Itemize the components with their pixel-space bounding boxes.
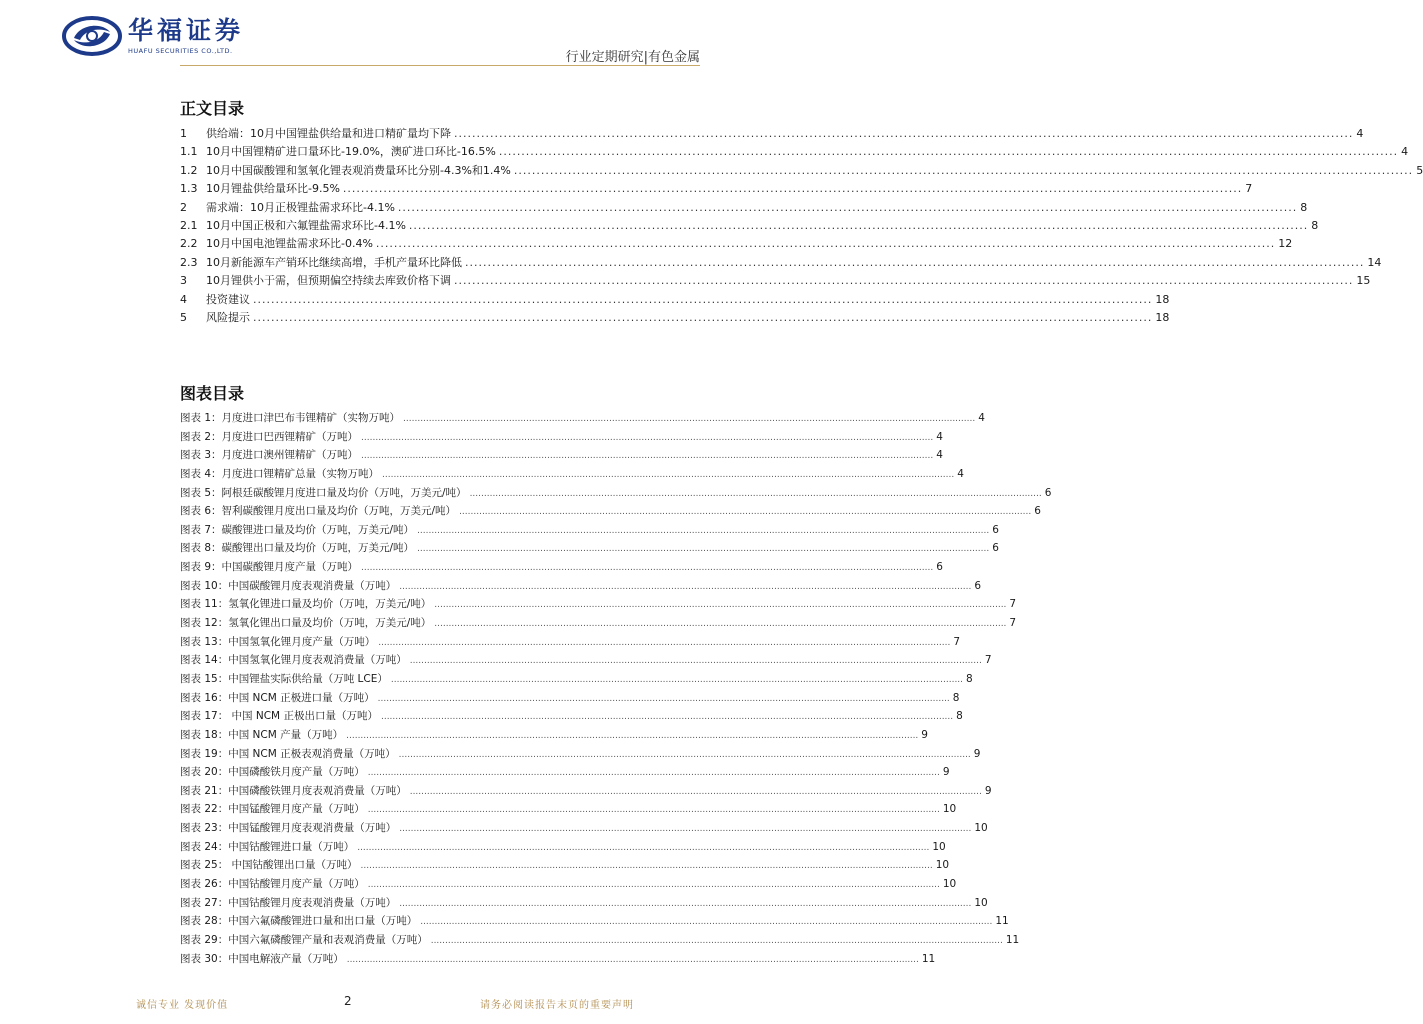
- figure-entry[interactable]: [180, 820, 988, 839]
- figure-leader-dots: ........................................................................................................................................................................................................: [357, 842, 930, 853]
- toc-entry-number: 5: [180, 310, 187, 324]
- logo-chinese-name: 华福证券: [128, 16, 245, 45]
- figure-entry[interactable]: [180, 540, 999, 559]
- toc-leader-dots: ........................................................................................................................................................................................................: [454, 274, 1354, 288]
- toc-entry[interactable]: [180, 254, 1382, 272]
- toc-entry-page: 4: [1401, 145, 1409, 159]
- table-of-contents: [180, 125, 1423, 327]
- figure-entry[interactable]: [180, 466, 964, 485]
- toc-entry-title: 10月中国碳酸锂和氢氧化锂表观消费量环比分别-4.3%和1.4%: [206, 163, 511, 177]
- figure-entry[interactable]: [180, 839, 946, 858]
- toc-entry-number: 2.3: [180, 255, 198, 269]
- toc-leader-dots: ........................................................................................................................................................................................................: [498, 145, 1399, 159]
- figure-entry-page: 9: [942, 766, 950, 779]
- toc-entry-page: 8: [1300, 200, 1308, 214]
- figure-entry[interactable]: [180, 578, 982, 597]
- figure-entry-page: 10: [974, 822, 988, 835]
- figure-leader-dots: ........................................................................................................................................................................................................: [398, 749, 971, 760]
- figure-entry-title: 图表 23：中国锰酸锂月度表观消费量（万吨）: [180, 822, 397, 835]
- figure-entry-title: 图表 29：中国六氟磷酸锂产量和表观消费量（万吨）: [180, 933, 428, 946]
- toc-entry-page: 18: [1155, 310, 1170, 324]
- toc-entry-page: 4: [1356, 127, 1364, 140]
- figure-entry-title: 图表 24：中国钴酸锂进口量（万吨）: [180, 840, 355, 853]
- figure-entry[interactable]: [180, 876, 957, 895]
- toc-entry-title: 10月中国正极和六氟锂盐需求环比-4.1%: [206, 218, 406, 232]
- figure-entry-title: 图表 13：中国氢氧化锂月度产量（万吨）: [180, 635, 376, 648]
- figure-leader-dots: ........................................................................................................................................................................................................: [361, 451, 934, 462]
- toc-leader-dots: ........................................................................................................................................................................................................: [342, 182, 1243, 196]
- figure-entry[interactable]: [180, 690, 960, 709]
- toc-entry[interactable]: [180, 125, 1364, 143]
- toc-leader-dots: ........................................................................................................................................................................................................: [408, 218, 1309, 232]
- figure-leader-dots: ........................................................................................................................................................................................................: [403, 414, 976, 424]
- figure-leader-dots: ........................................................................................................................................................................................................: [434, 619, 1007, 630]
- figure-entry-page: 10: [942, 803, 957, 816]
- figure-entry-title: 图表 26：中国钴酸锂月度产量（万吨）: [180, 878, 365, 891]
- figure-entry-page: 6: [992, 523, 999, 536]
- figure-entry-page: 8: [956, 710, 963, 723]
- footer-disclaimer: 请务必阅读报告末页的重要声明: [480, 1000, 634, 1011]
- toc-entry-title: 10月新能源车产销环比继续高增，手机产量环比降低: [206, 255, 462, 269]
- figure-entry-title: 图表 15：中国锂盐实际供给量（万吨 LCE）: [180, 672, 388, 685]
- figure-leader-dots: ........................................................................................................................................................................................................: [377, 693, 950, 704]
- figure-entry-title: 图表 14：中国氢氧化锂月度表观消费量（万吨）: [180, 654, 407, 667]
- figure-entry-title: 图表 6：智利碳酸锂月度出口量及均价（万吨，万美元/吨）: [180, 505, 457, 518]
- figure-entry[interactable]: [180, 447, 943, 466]
- figure-entry[interactable]: [180, 708, 963, 727]
- header-divider: [180, 65, 700, 66]
- figure-entry-page: 6: [1034, 505, 1041, 518]
- figure-leader-dots: ........................................................................................................................................................................................................: [430, 935, 1003, 946]
- toc-entry[interactable]: [180, 235, 1293, 253]
- toc-entry-title: 10月锂盐供给量环比-9.5%: [206, 182, 340, 196]
- figure-leader-dots: ........................................................................................................................................................................................................: [361, 432, 934, 443]
- toc-leader-dots: ........................................................................................................................................................................................................: [513, 163, 1414, 177]
- figure-entry-title: 图表 7：碳酸锂进口量及均价（万吨，万美元/吨）: [180, 523, 415, 536]
- figure-entry-page: 6: [974, 579, 982, 592]
- figure-entry-page: 10: [932, 840, 946, 853]
- figure-entry-page: 9: [984, 784, 992, 797]
- toc-entry-title: 投资建议: [206, 292, 250, 306]
- figure-leader-dots: ........................................................................................................................................................................................................: [346, 730, 919, 741]
- toc-entry[interactable]: [180, 309, 1170, 327]
- toc-entry-title: 10月中国锂精矿进口量环比-19.0%，澳矿进口环比-16.5%: [206, 145, 496, 159]
- figure-entry-title: 图表 5：阿根廷碳酸锂月度进口量及均价（万吨，万美元/吨）: [180, 486, 467, 499]
- figure-entry[interactable]: [180, 671, 973, 690]
- page-header: [0, 0, 724, 70]
- figure-entry-page: 10: [942, 878, 957, 891]
- figure-entry-page: 10: [974, 896, 988, 909]
- toc-leader-dots: ........................................................................................................................................................................................................: [397, 200, 1298, 214]
- figure-entry[interactable]: [180, 634, 961, 653]
- toc-leader-dots: ........................................................................................................................................................................................................: [253, 292, 1153, 306]
- brand-logo: [62, 14, 244, 58]
- figure-entry-title: 图表 19：中国 NCM 正极表观消费量（万吨）: [180, 747, 396, 760]
- toc-entry-number: 1.2: [180, 163, 198, 177]
- figure-entry-page: 4: [957, 467, 964, 480]
- figure-entry-page: 7: [1009, 617, 1017, 630]
- figure-entry-title: 图表 8：碳酸锂出口量及均价（万吨，万美元/吨）: [180, 542, 415, 555]
- figure-leader-dots: ........................................................................................................................................................................................................: [409, 786, 982, 797]
- page-number: 2: [344, 994, 352, 1008]
- figure-entry[interactable]: [180, 522, 999, 541]
- figure-entry-page: 7: [953, 635, 961, 648]
- figures-title: 图表目录: [180, 384, 245, 403]
- toc-entry-title: 需求端：10月正极锂盐需求环比-4.1%: [206, 200, 395, 214]
- figure-entry[interactable]: [180, 801, 957, 820]
- figure-entry[interactable]: [180, 895, 988, 914]
- figure-leader-dots: ........................................................................................................................................................................................................: [390, 674, 964, 685]
- toc-entry[interactable]: [180, 272, 1371, 290]
- figure-entry-title: 图表 27：中国钴酸锂月度表观消费量（万吨）: [180, 896, 397, 909]
- figure-leader-dots: ........................................................................................................................................................................................................: [399, 898, 972, 909]
- figure-entry-page: 4: [978, 412, 985, 424]
- toc-entry-number: 2: [180, 200, 187, 214]
- toc-entry[interactable]: [180, 199, 1308, 217]
- figure-entry-page: 4: [936, 430, 943, 443]
- figure-entry-title: 图表 30：中国电解液产量（万吨）: [180, 952, 344, 965]
- figure-entry-page: 4: [936, 449, 943, 462]
- figure-leader-dots: ........................................................................................................................................................................................................: [367, 880, 940, 891]
- figure-entry-title: 图表 12：氢氧化锂出口量及均价（万吨，万美元/吨）: [180, 617, 432, 630]
- figure-entry-page: 6: [1044, 486, 1052, 499]
- figure-entry[interactable]: [180, 485, 1052, 504]
- figure-entry-page: 11: [921, 952, 936, 965]
- toc-entry[interactable]: [180, 291, 1170, 309]
- figure-entry[interactable]: [180, 559, 943, 578]
- figure-entry[interactable]: [180, 746, 981, 765]
- figure-leader-dots: ........................................................................................................................................................................................................: [399, 581, 972, 592]
- figure-leader-dots: ........................................................................................................................................................................................................: [367, 768, 940, 779]
- figure-entry[interactable]: [180, 932, 1020, 951]
- figure-leader-dots: ........................................................................................................................................................................................................: [382, 469, 955, 480]
- figure-entry[interactable]: [180, 764, 950, 783]
- figure-leader-dots: ........................................................................................................................................................................................................: [420, 917, 993, 928]
- figure-leader-dots: ........................................................................................................................................................................................................: [417, 525, 990, 536]
- figure-leader-dots: ........................................................................................................................................................................................................: [346, 954, 919, 965]
- figure-entry[interactable]: [180, 503, 1041, 522]
- figure-entry-page: 8: [966, 672, 973, 685]
- toc-entry-page: 8: [1311, 218, 1319, 232]
- toc-entry-number: 2.2: [180, 237, 198, 251]
- figure-entry-title: 图表 16：中国 NCM 正极进口量（万吨）: [180, 691, 375, 704]
- figure-entry[interactable]: [180, 727, 928, 746]
- figure-leader-dots: ........................................................................................................................................................................................................: [367, 805, 940, 816]
- figure-entry[interactable]: [180, 783, 992, 802]
- toc-entry-title: 供给端：10月中国锂盐供给量和进口精矿量均下降: [206, 127, 451, 140]
- toc-entry-page: 15: [1356, 274, 1371, 288]
- figure-list: [180, 410, 1052, 969]
- figure-entry-title: 图表 10：中国碳酸锂月度表观消费量（万吨）: [180, 579, 397, 592]
- toc-entry-page: 7: [1245, 182, 1253, 196]
- figure-leader-dots: ........................................................................................................................................................................................................: [380, 712, 954, 723]
- huafu-logo-icon: [62, 14, 122, 58]
- toc-entry-page: 12: [1278, 237, 1293, 251]
- figure-entry-title: 图表 22：中国锰酸锂月度产量（万吨）: [180, 803, 365, 816]
- figure-leader-dots: ........................................................................................................................................................................................................: [469, 488, 1042, 499]
- figure-leader-dots: ........................................................................................................................................................................................................: [434, 600, 1007, 611]
- toc-leader-dots: ........................................................................................................................................................................................................: [465, 255, 1365, 269]
- figure-entry-title: 图表 4：月度进口锂精矿总量（实物万吨）: [180, 467, 380, 480]
- footer-slogan: 诚信专业 发现价值: [136, 1000, 229, 1011]
- toc-entry-page: 5: [1416, 163, 1423, 177]
- figure-entry-title: 图表 25： 中国钴酸锂出口量（万吨）: [180, 859, 358, 872]
- figure-entry-title: 图表 18：中国 NCM 产量（万吨）: [180, 728, 344, 741]
- figure-entry-title: 图表 20：中国磷酸铁月度产量（万吨）: [180, 766, 365, 779]
- figure-entry-page: 10: [935, 859, 950, 872]
- toc-leader-dots: ........................................................................................................................................................................................................: [375, 237, 1276, 251]
- figure-entry-page: 7: [1009, 598, 1017, 611]
- figure-leader-dots: ........................................................................................................................................................................................................: [399, 824, 972, 835]
- figure-entry-page: 7: [984, 654, 992, 667]
- figure-leader-dots: ........................................................................................................................................................................................................: [417, 544, 990, 555]
- toc-entry-number: 1.3: [180, 182, 198, 196]
- toc-entry-number: 3: [180, 274, 187, 288]
- figure-entry-page: 9: [973, 747, 981, 760]
- figure-leader-dots: ........................................................................................................................................................................................................: [360, 861, 933, 872]
- figure-entry-title: 图表 11：氢氧化锂进口量及均价（万吨，万美元/吨）: [180, 598, 432, 611]
- toc-entry-title: 风险提示: [206, 310, 250, 324]
- figure-entry[interactable]: [180, 951, 936, 970]
- toc-entry[interactable]: [180, 217, 1319, 235]
- toc-entry[interactable]: [180, 143, 1409, 161]
- toc-entry-number: 4: [180, 292, 187, 306]
- figure-leader-dots: ........................................................................................................................................................................................................: [459, 507, 1032, 518]
- figure-entry-page: 9: [921, 728, 928, 741]
- figure-entry[interactable]: [180, 596, 1017, 615]
- toc-entry[interactable]: [180, 180, 1253, 198]
- figure-leader-dots: ........................................................................................................................................................................................................: [409, 656, 982, 667]
- figure-entry-title: 图表 17： 中国 NCM 正极出口量（万吨）: [180, 710, 378, 723]
- toc-entry[interactable]: [180, 162, 1423, 180]
- figure-entry[interactable]: [180, 652, 992, 671]
- toc-entry-title: 10月中国电池锂盐需求环比-0.4%: [206, 237, 373, 251]
- toc-leader-dots: ........................................................................................................................................................................................................: [454, 127, 1354, 140]
- figure-leader-dots: ........................................................................................................................................................................................................: [361, 563, 934, 574]
- figure-entry-title: 图表 21：中国磷酸铁锂月度表观消费量（万吨）: [180, 784, 407, 797]
- figure-entry[interactable]: [180, 615, 1017, 634]
- toc-entry-number: 1: [180, 127, 187, 140]
- figure-entry-page: 6: [992, 542, 999, 555]
- figure-entry-page: 11: [1005, 933, 1020, 946]
- figure-entry-page: 8: [952, 691, 960, 704]
- toc-entry-page: 18: [1155, 292, 1170, 306]
- figure-entry-title: 图表 3：月度进口澳州锂精矿（万吨）: [180, 449, 359, 462]
- figure-leader-dots: ........................................................................................................................................................................................................: [378, 637, 951, 648]
- figure-entry-page: 11: [995, 915, 1009, 928]
- figure-entry-title: 图表 2：月度进口巴西锂精矿（万吨）: [180, 430, 359, 443]
- toc-entry-number: 1.1: [180, 145, 198, 159]
- report-category: 行业定期研究|有色金属: [565, 50, 700, 65]
- logo-english-name: HUAFU SECURITIES CO.,LTD.: [128, 47, 233, 55]
- figure-entry-title: 图表 9：中国碳酸锂月度产量（万吨）: [180, 561, 359, 574]
- toc-leader-dots: ........................................................................................................................................................................................................: [253, 310, 1153, 324]
- figure-entry[interactable]: [180, 913, 1009, 932]
- figure-entry[interactable]: [180, 857, 950, 876]
- figure-entry[interactable]: [180, 410, 985, 429]
- toc-title: 正文目录: [180, 99, 245, 118]
- figure-entry-title: 图表 28：中国六氟磷酸锂进口量和出口量（万吨）: [180, 915, 418, 928]
- toc-entry-number: 2.1: [180, 218, 198, 232]
- toc-entry-page: 14: [1367, 255, 1382, 269]
- toc-entry-title: 10月锂供小于需，但预期偏空持续去库致价格下调: [206, 274, 451, 288]
- figure-entry[interactable]: [180, 429, 943, 448]
- figure-entry-page: 6: [936, 561, 943, 574]
- figure-entry-title: 图表 1：月度进口津巴布韦锂精矿（实物万吨）: [180, 412, 401, 424]
